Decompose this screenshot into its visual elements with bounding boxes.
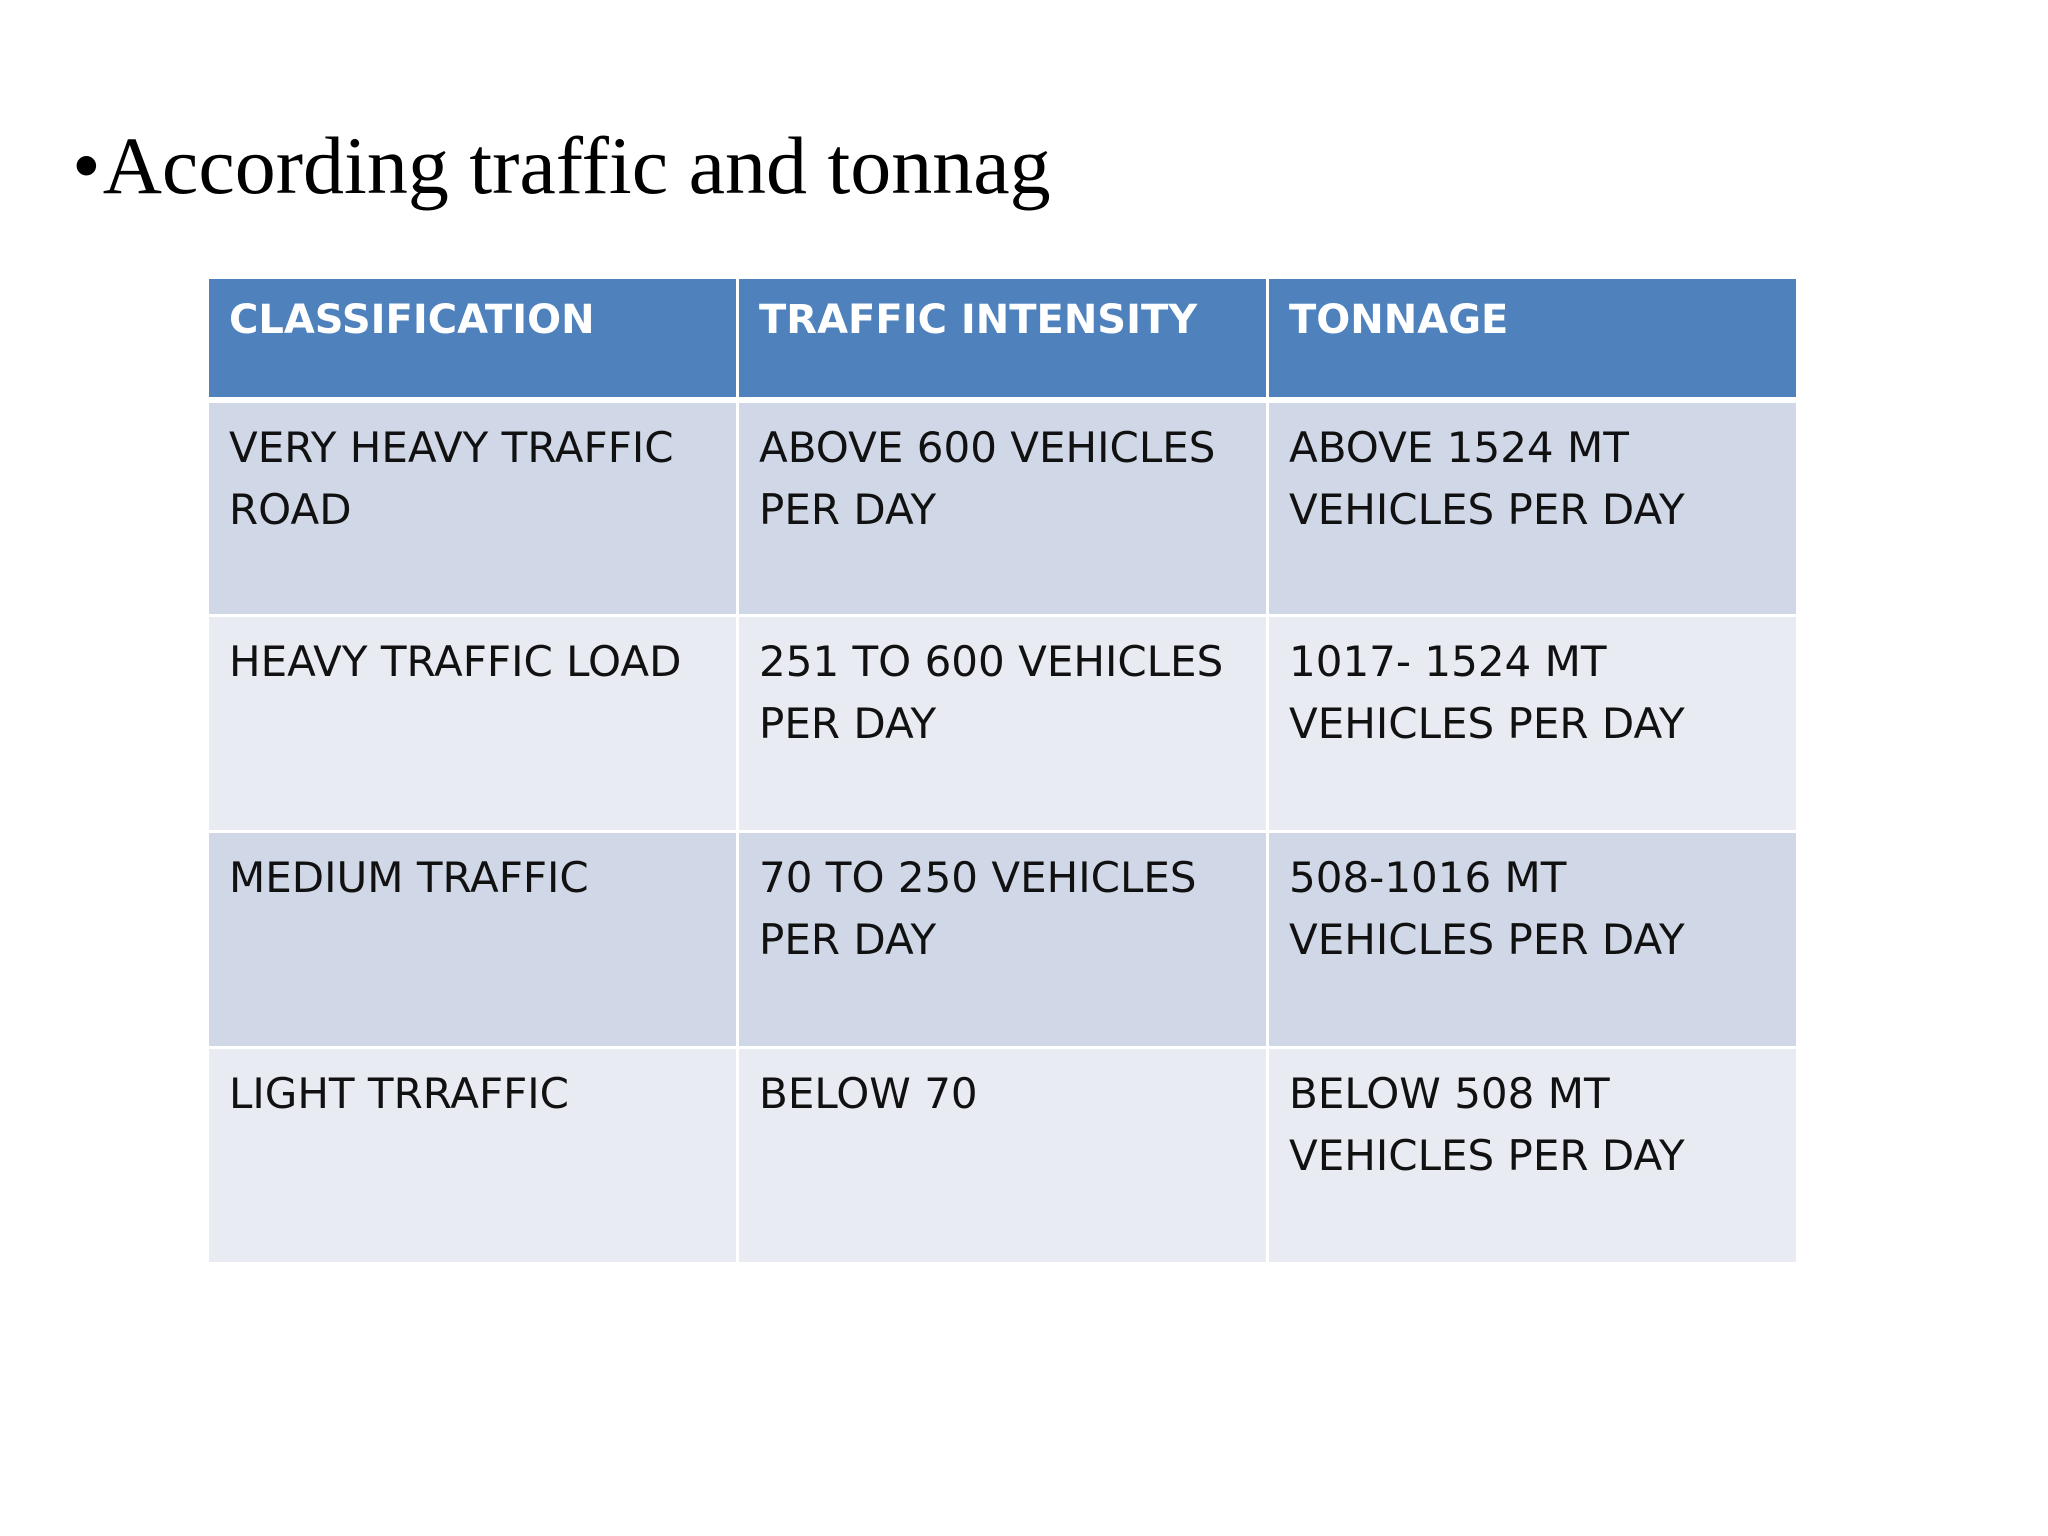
cell-tonnage: ABOVE 1524 MT VEHICLES PER DAY	[1268, 400, 1798, 616]
cell-classification: HEAVY TRAFFIC LOAD	[208, 616, 738, 832]
cell-classification: VERY HEAVY TRAFFIC ROAD	[208, 400, 738, 616]
cell-traffic-intensity: ABOVE 600 VEHICLES PER DAY	[738, 400, 1268, 616]
cell-traffic-intensity: BELOW 70	[738, 1048, 1268, 1264]
classification-table	[206, 276, 1799, 1265]
slide-title	[72, 116, 1051, 216]
table-row	[208, 1048, 1798, 1264]
cell-tonnage: 1017- 1524 MT VEHICLES PER DAY	[1268, 616, 1798, 832]
header-tonnage: TONNAGE	[1268, 278, 1798, 400]
cell-tonnage: BELOW 508 MT VEHICLES PER DAY	[1268, 1048, 1798, 1264]
cell-tonnage: 508-1016 MT VEHICLES PER DAY	[1268, 832, 1798, 1048]
table-row	[208, 832, 1798, 1048]
cell-traffic-intensity: 70 TO 250 VEHICLES PER DAY	[738, 832, 1268, 1048]
cell-classification: MEDIUM TRAFFIC	[208, 832, 738, 1048]
table-row	[208, 400, 1798, 616]
bullet-icon: •	[72, 120, 101, 211]
header-classification: CLASSIFICATION	[208, 278, 738, 400]
cell-classification: LIGHT TRRAFFIC	[208, 1048, 738, 1264]
header-traffic-intensity: TRAFFIC INTENSITY	[738, 278, 1268, 400]
cell-traffic-intensity: 251 TO 600 VEHICLES PER DAY	[738, 616, 1268, 832]
slide-title-text: According traffic and tonnag	[102, 120, 1051, 211]
table-header-row	[208, 278, 1798, 400]
table-row	[208, 616, 1798, 832]
